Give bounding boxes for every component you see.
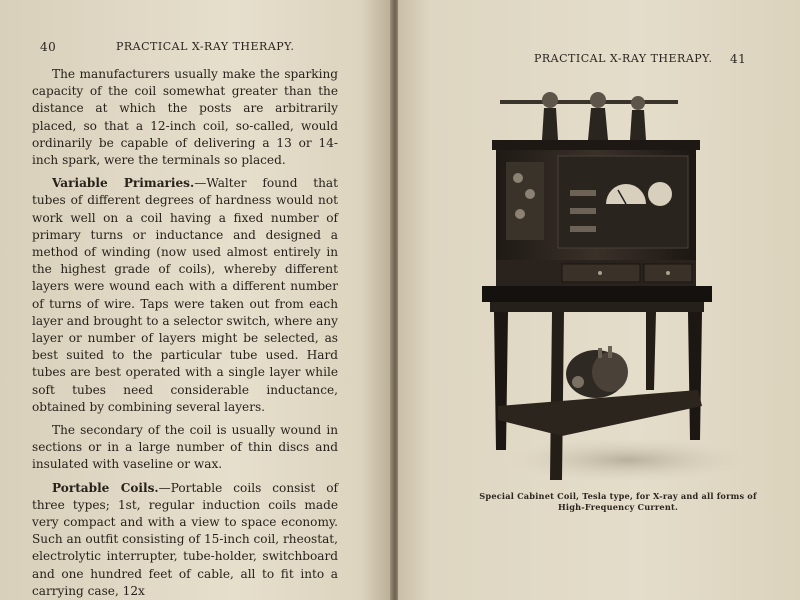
left-body-text [32, 66, 338, 600]
paragraph-portable-coils: Portable Coils.—Portable coils consist of three types; 1st, regular induction coils made very compact and with a view to space economy. Such an outfit consisting of 15-inch coil, rheostat, electrolytic interrupter, tube-holder, switchboard and one hundred feet of cable, all to fit into a carrying case, 12x [32, 480, 338, 598]
left-page [0, 0, 392, 600]
paragraph-secondary: The secondary of the coil is usually wound in sections or in a large number of thin discs and insulated with vaseline or wax. [32, 423, 338, 472]
cabinet-coil-illustration [478, 90, 740, 485]
right-page-number: 41 [730, 52, 747, 66]
caption-line-1: Special Cabinet Coil, Tesla type, for X-ray and all forms of [479, 491, 757, 501]
caption-line-2: High-Frequency Current. [557, 502, 679, 512]
section-heading-portable-coils: Portable Coils. [52, 480, 159, 495]
left-page-number: 40 [40, 40, 57, 54]
left-running-head: PRACTICAL X-RAY THERAPY. [116, 40, 295, 53]
paragraph-variable-primaries: Variable Primaries.—Walter found that tubes of different degrees of hardness would not work well on a coil having a fixed number of primary turns or inductance and designed a method of winding (now used almost entirely in the highest grade of coils), whereby different layers were wound each with a different number of turns of wire. Taps were taken out from each layer and brought to a selector switch, where any layer or number of layers might be selected, as best suited to the particular tube used. Hard tubes are best operated with a single layer while soft tubes need considerable inductance, obtained by combining several layers. [32, 176, 338, 414]
section-heading-variable-primaries: Variable Primaries. [52, 176, 195, 191]
figure-caption [458, 491, 778, 513]
right-running-head: PRACTICAL X-RAY THERAPY. [534, 52, 713, 65]
paragraph-coil-capacity: The manufacturers usually make the sparking capacity of the coil somewhat greater than the distance at which the posts are arbitrarily placed, so that a 12-inch coil, so-called, would ordinarily be capable of delivering a 13 or 14-inch spark, were the terminals so placed. [32, 67, 338, 168]
